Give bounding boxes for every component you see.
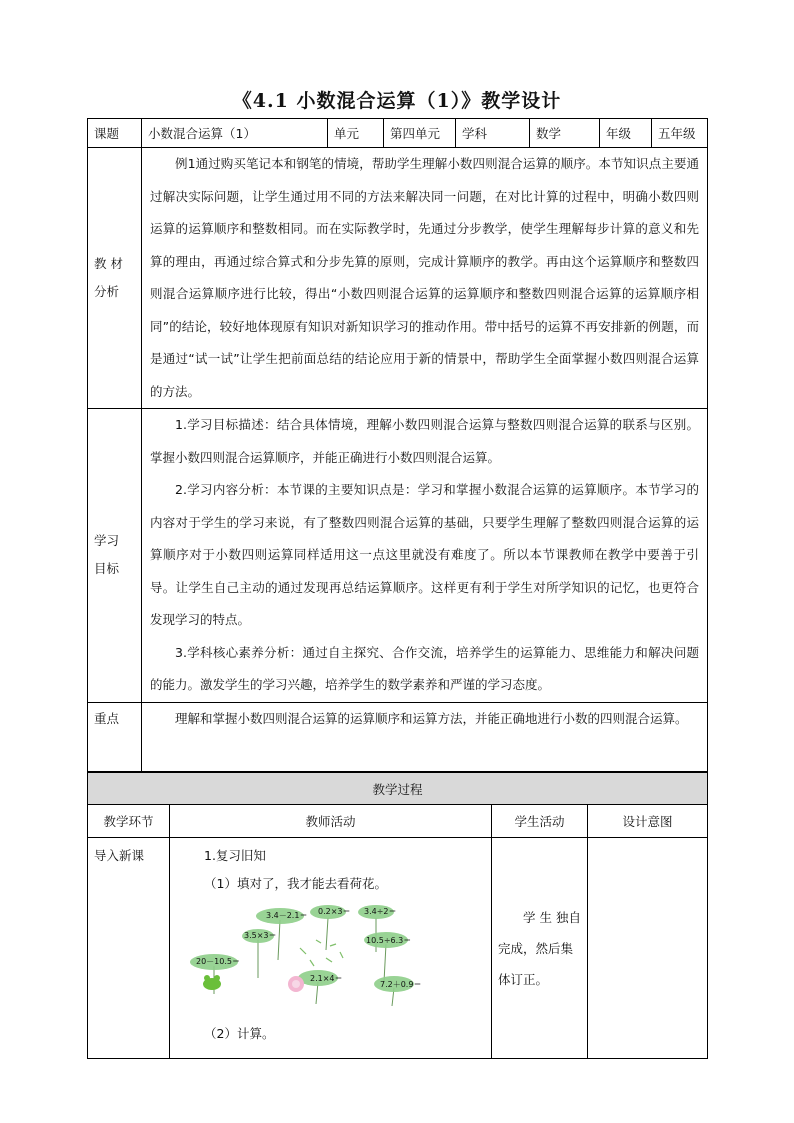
process-band: 教学过程 [88,773,708,805]
goal-item-1: 1.学习目标描述：结合具体情境，理解小数四则混合运算与整数四则混合运算的联系与区别。掌握小数四则混合运算顺序，并能正确进行小数四则混合运算。 [150,417,699,465]
review-sub2: （2）计算。 [204,1026,275,1041]
col-intent: 设计意图 [588,805,708,838]
col-teacher: 教师活动 [170,805,492,838]
goal-item-2: 2.学习内容分析：本节课的主要知识点是：学习和掌握小数混合运算的运算顺序。本节学习的内容对于学生的学习来说，有了整数四则混合运算的基础，只要学生理解了整数四则混合运算的运算顺序对于小数四则运算同样适用这一点这里就没有难度了。所以本节课教师在教学中要善于引导。让学生自己主动的通过发现再总结运算顺序。这样更有利于学生对所学知识的记忆，也更符合发现学习的特点。 [150,482,699,627]
goal-item-3: 3.学科核心素养分析：通过自主探究、合作交流，培养学生的运算能力、思维能力和解决问题的能力。激发学生的学习兴趣，培养学生的数学素养和严谨的学习态度。 [150,644,699,692]
lotus-problem-2: 0.2×3＝ [318,907,351,916]
review-heading: 1.复习旧知 [204,848,266,863]
process-row-intro [88,838,708,1059]
course-label: 课题 [88,119,142,148]
key-point-label: 重点 [88,702,142,771]
lotus-problem-4: 3.5×3＝ [244,931,277,940]
lotus-problem-6: 20－10.5＝ [196,957,240,966]
col-student: 学生活动 [492,805,588,838]
lotus-flower-icon [288,976,304,992]
subject-value: 数学 [530,119,600,148]
key-point-row [88,702,708,771]
material-label: 教 材 分析 [88,148,142,409]
design-intent [588,838,708,1059]
lotus-problem-1: 3.4－2.1＝ [266,911,308,920]
unit-label: 单元 [328,119,384,148]
stage-intro: 导入新课 [88,838,170,1059]
grade-value: 五年级 [652,119,708,148]
info-table [87,118,708,803]
course-value: 小数混合运算（1） [142,119,328,148]
material-row [88,148,708,409]
lotus-problem-8: 7.2＋0.9＝ [380,980,422,989]
process-table [87,772,708,1059]
col-stage: 教学环节 [88,805,170,838]
process-column-headers [88,805,708,838]
lotus-pond-illustration [170,900,491,1010]
material-text: 例1通过购买笔记本和钢笔的情境，帮助学生理解小数四则混合运算的顺序。本节知识点主要通过解决实际问题，让学生通过用不同的方法来解决同一问题，在对比计算的过程中，明确小数四则运算的运算顺序和整数相同。而在实际教学时，先通过分步教学，使学生理解每步计算的意义和先算的理由，再通过综合算式和分步先算的原则，完成计算顺序的教学。再由这个运算顺序和整数四则混合运算顺序进行比较，得出“小数四则混合运算的运算顺序和整数四则混合运算的运算顺序相同”的结论，较好地体现原有知识对新知识学习的推动作用。带中括号的运算不再安排新的例题，而是通过“试一试”让学生把前面总结的结论应用于新的情景中，帮助学生全面掌握小数四则混合运算的方法。 [150,156,699,399]
goals-row [88,409,708,703]
goals-label: 学习 目标 [88,409,142,703]
grade-label: 年级 [600,119,652,148]
frog-icon [203,975,221,990]
header-row [88,119,708,148]
unit-value: 第四单元 [384,119,456,148]
lotus-problem-7: 2.1×4＝ [310,974,343,983]
key-point-text: 理解和掌握小数四则混合运算的运算顺序和运算方法，并能正确地进行小数的四则混合运算。 [175,710,688,726]
subject-label: 学科 [456,119,530,148]
lotus-problem-3: 3.4÷2＝ [364,907,397,916]
lotus-problem-5: 10.5÷6.3＝ [366,936,412,945]
student-activity: 学 生 独自完成，然后集体订正。 [492,838,588,1059]
page-title: 《4.1 小数混合运算（1）》教学设计 [232,90,562,112]
review-sub1: （1）填对了，我才能去看荷花。 [204,876,387,891]
